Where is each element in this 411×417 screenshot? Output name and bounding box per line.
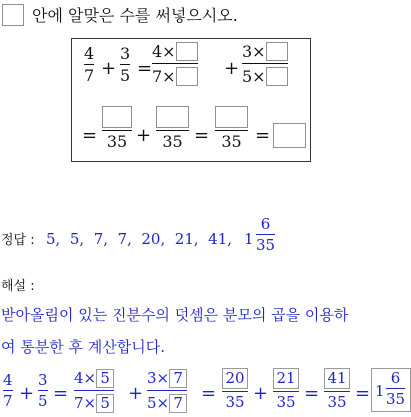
equals-sign: =: [201, 383, 217, 404]
work-fraction-41-35: 41 35: [324, 368, 350, 410]
answer-label: 정답 :: [1, 233, 35, 248]
work-fraction-4-7: 4 7: [3, 371, 13, 410]
filled-answer-box: 7: [169, 369, 187, 388]
fraction-expand-first: 4× 7×: [152, 42, 198, 86]
fraction-bar: [74, 390, 114, 391]
equals-sign: =: [137, 58, 153, 79]
equals-sign: =: [255, 125, 271, 146]
equals-sign: =: [355, 383, 371, 404]
question-expression-frame: [71, 38, 311, 162]
fraction-blank-3: 35: [215, 106, 248, 150]
filled-answer-box: 20: [222, 368, 248, 389]
answer-input-box-mixed[interactable]: [273, 123, 306, 148]
plus-sign: +: [136, 125, 152, 146]
fraction-blank-1: 35: [102, 106, 132, 150]
fraction-blank-2: 35: [156, 106, 189, 150]
fraction-4-7: 4 7: [84, 44, 95, 85]
plus-sign: +: [19, 383, 35, 404]
answer-input-box[interactable]: [266, 67, 288, 86]
fraction-bar: [215, 130, 248, 131]
filled-answer-box: 5: [96, 369, 114, 388]
equals-sign: =: [304, 383, 320, 404]
answer-input-box[interactable]: [102, 106, 132, 128]
filled-answer-box: 41: [324, 368, 350, 389]
fraction-bar: [273, 391, 299, 392]
plus-sign: +: [101, 58, 117, 79]
equals-sign: =: [194, 125, 210, 146]
filled-answer-box: 5: [96, 394, 114, 413]
work-mixed-fraction: 6 35: [386, 369, 406, 408]
answer-input-box[interactable]: [266, 42, 288, 61]
fraction-bar: [147, 390, 187, 391]
filled-answer-box: 21: [273, 368, 299, 389]
fraction-bar: [242, 63, 288, 64]
fraction-3-5: 3 5: [120, 44, 131, 85]
answer-input-box[interactable]: [156, 106, 189, 128]
work-fraction-3-5: 3 5: [38, 371, 48, 410]
plus-sign: +: [128, 383, 144, 404]
fraction-bar: [120, 64, 130, 65]
work-fraction-expand-second: 3× 7 5× 7: [147, 369, 187, 413]
explanation-line-1: 받아올림이 있는 진분수의 덧셈은 분모의 곱을 이용하: [1, 306, 349, 324]
plus-sign: +: [224, 58, 240, 79]
question-instruction: 안에 알맞은 수를 써넣으시오.: [32, 6, 238, 25]
work-fraction-21-35: 21 35: [273, 368, 299, 410]
fraction-bar: [152, 63, 198, 64]
fraction-bar: [38, 390, 48, 391]
work-mixed-whole: 1: [375, 382, 385, 400]
answer-input-box[interactable]: [176, 67, 198, 86]
work-fraction-expand-first: 4× 5 7× 5: [74, 369, 114, 413]
plus-sign: +: [253, 383, 269, 404]
fraction-bar: [386, 388, 405, 389]
fraction-bar: [84, 64, 94, 65]
equals-sign: =: [82, 125, 98, 146]
instruction-answer-box-icon: [2, 4, 24, 26]
fraction-bar: [256, 234, 275, 235]
work-mixed-number-box: [371, 368, 411, 412]
fraction-bar: [222, 391, 248, 392]
explanation-label: 해설 :: [1, 279, 35, 294]
explanation-line-2: 여 통분한 후 계산합니다.: [1, 338, 165, 356]
answer-input-box[interactable]: [176, 42, 198, 61]
fraction-bar: [102, 130, 132, 131]
work-fraction-20-35: 20 35: [222, 368, 248, 410]
answer-values: 5, 5, 7, 7, 20, 21, 41,: [46, 230, 233, 248]
fraction-bar: [324, 391, 350, 392]
answer-mixed-whole: 1: [244, 230, 254, 248]
fraction-bar: [156, 130, 189, 131]
answer-input-box[interactable]: [215, 106, 248, 128]
fraction-bar: [3, 390, 13, 391]
filled-answer-box: 7: [169, 394, 187, 413]
fraction-expand-second: 3× 5×: [242, 42, 288, 86]
equals-sign: =: [53, 383, 69, 404]
answer-mixed-fraction: 6 35: [256, 215, 276, 254]
